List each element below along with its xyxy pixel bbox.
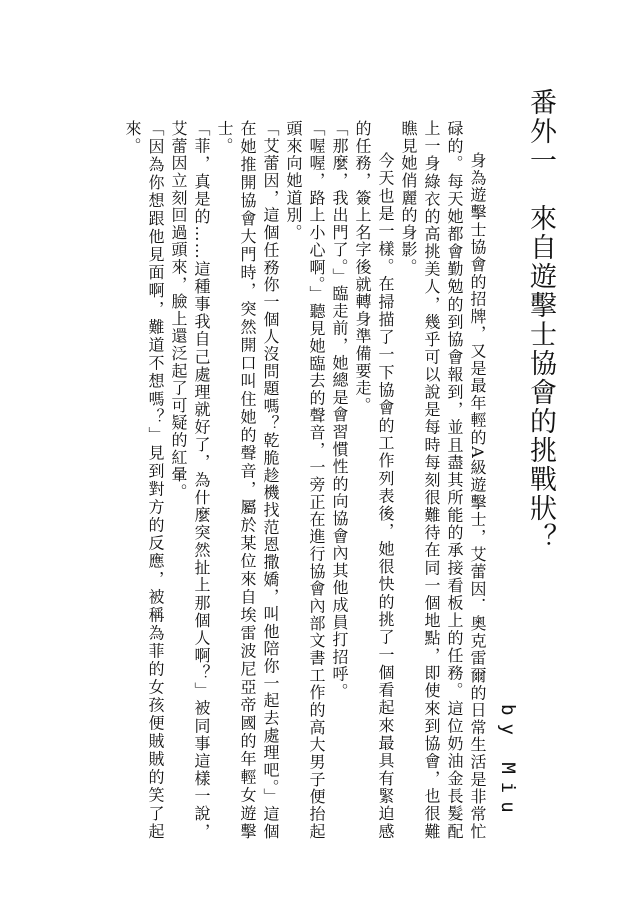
paragraph: 「因為你想跟他見面啊，難道不想嗎？」見到對方的反應，被稱為菲的女孩便賊賊的笑了起來。 (123, 120, 165, 840)
paragraph: 「菲，真是的……這種事我自己處理就好了，為什麼突然扯上那個人啊？」被同事這樣一說，艾蕾因立刻回過頭來，臉上還泛起了可疑的紅暈。 (169, 120, 211, 840)
body-text (123, 120, 489, 840)
paragraph: 今天也是一樣。在掃描了一下協會的工作列表後，她很快的挑了一個看起來最具有緊迫感的任務，簽上名字後就轉身準備要走。 (353, 120, 395, 840)
paragraph: 身為遊擊士協會的招牌，又是最年輕的A級遊擊士，艾蕾因．奧克雷爾的日常生活是非常忙碌的。每天她都會勤勉的到協會報到，並且盡其所能的承接看板上的任務。這位奶油金長髮配上一身綠衣的高挑美人，幾乎可以說是每時每刻很難待在同一個地點，即使來到協會，也很難瞧見她俏麗的身影。 (399, 120, 487, 840)
chapter-title: 番外一 來自遊擊士協會的挑戰狀？ (525, 88, 556, 552)
author-byline: by Miu (497, 704, 519, 821)
paragraph: 「艾蕾因，這個任務你一個人沒問題嗎？乾脆趁機找范恩撒嬌，叫他陪你一起去處理吧。」這個在她推開協會大門時，突然開口叫住她的聲音，屬於某位來自埃雷波尼亞帝國的年輕女遊擊士。 (215, 120, 280, 840)
paragraph: 「那麼，我出門了。」臨走前，她總是會習慣性的向協會內其他成員打招呼。 (330, 120, 349, 701)
paragraph: 「喔喔，路上小心啊。」聽見她臨去的聲音，一旁正在進行協會內部文書工作的高大男子便抬起頭來向她道別。 (284, 120, 326, 840)
